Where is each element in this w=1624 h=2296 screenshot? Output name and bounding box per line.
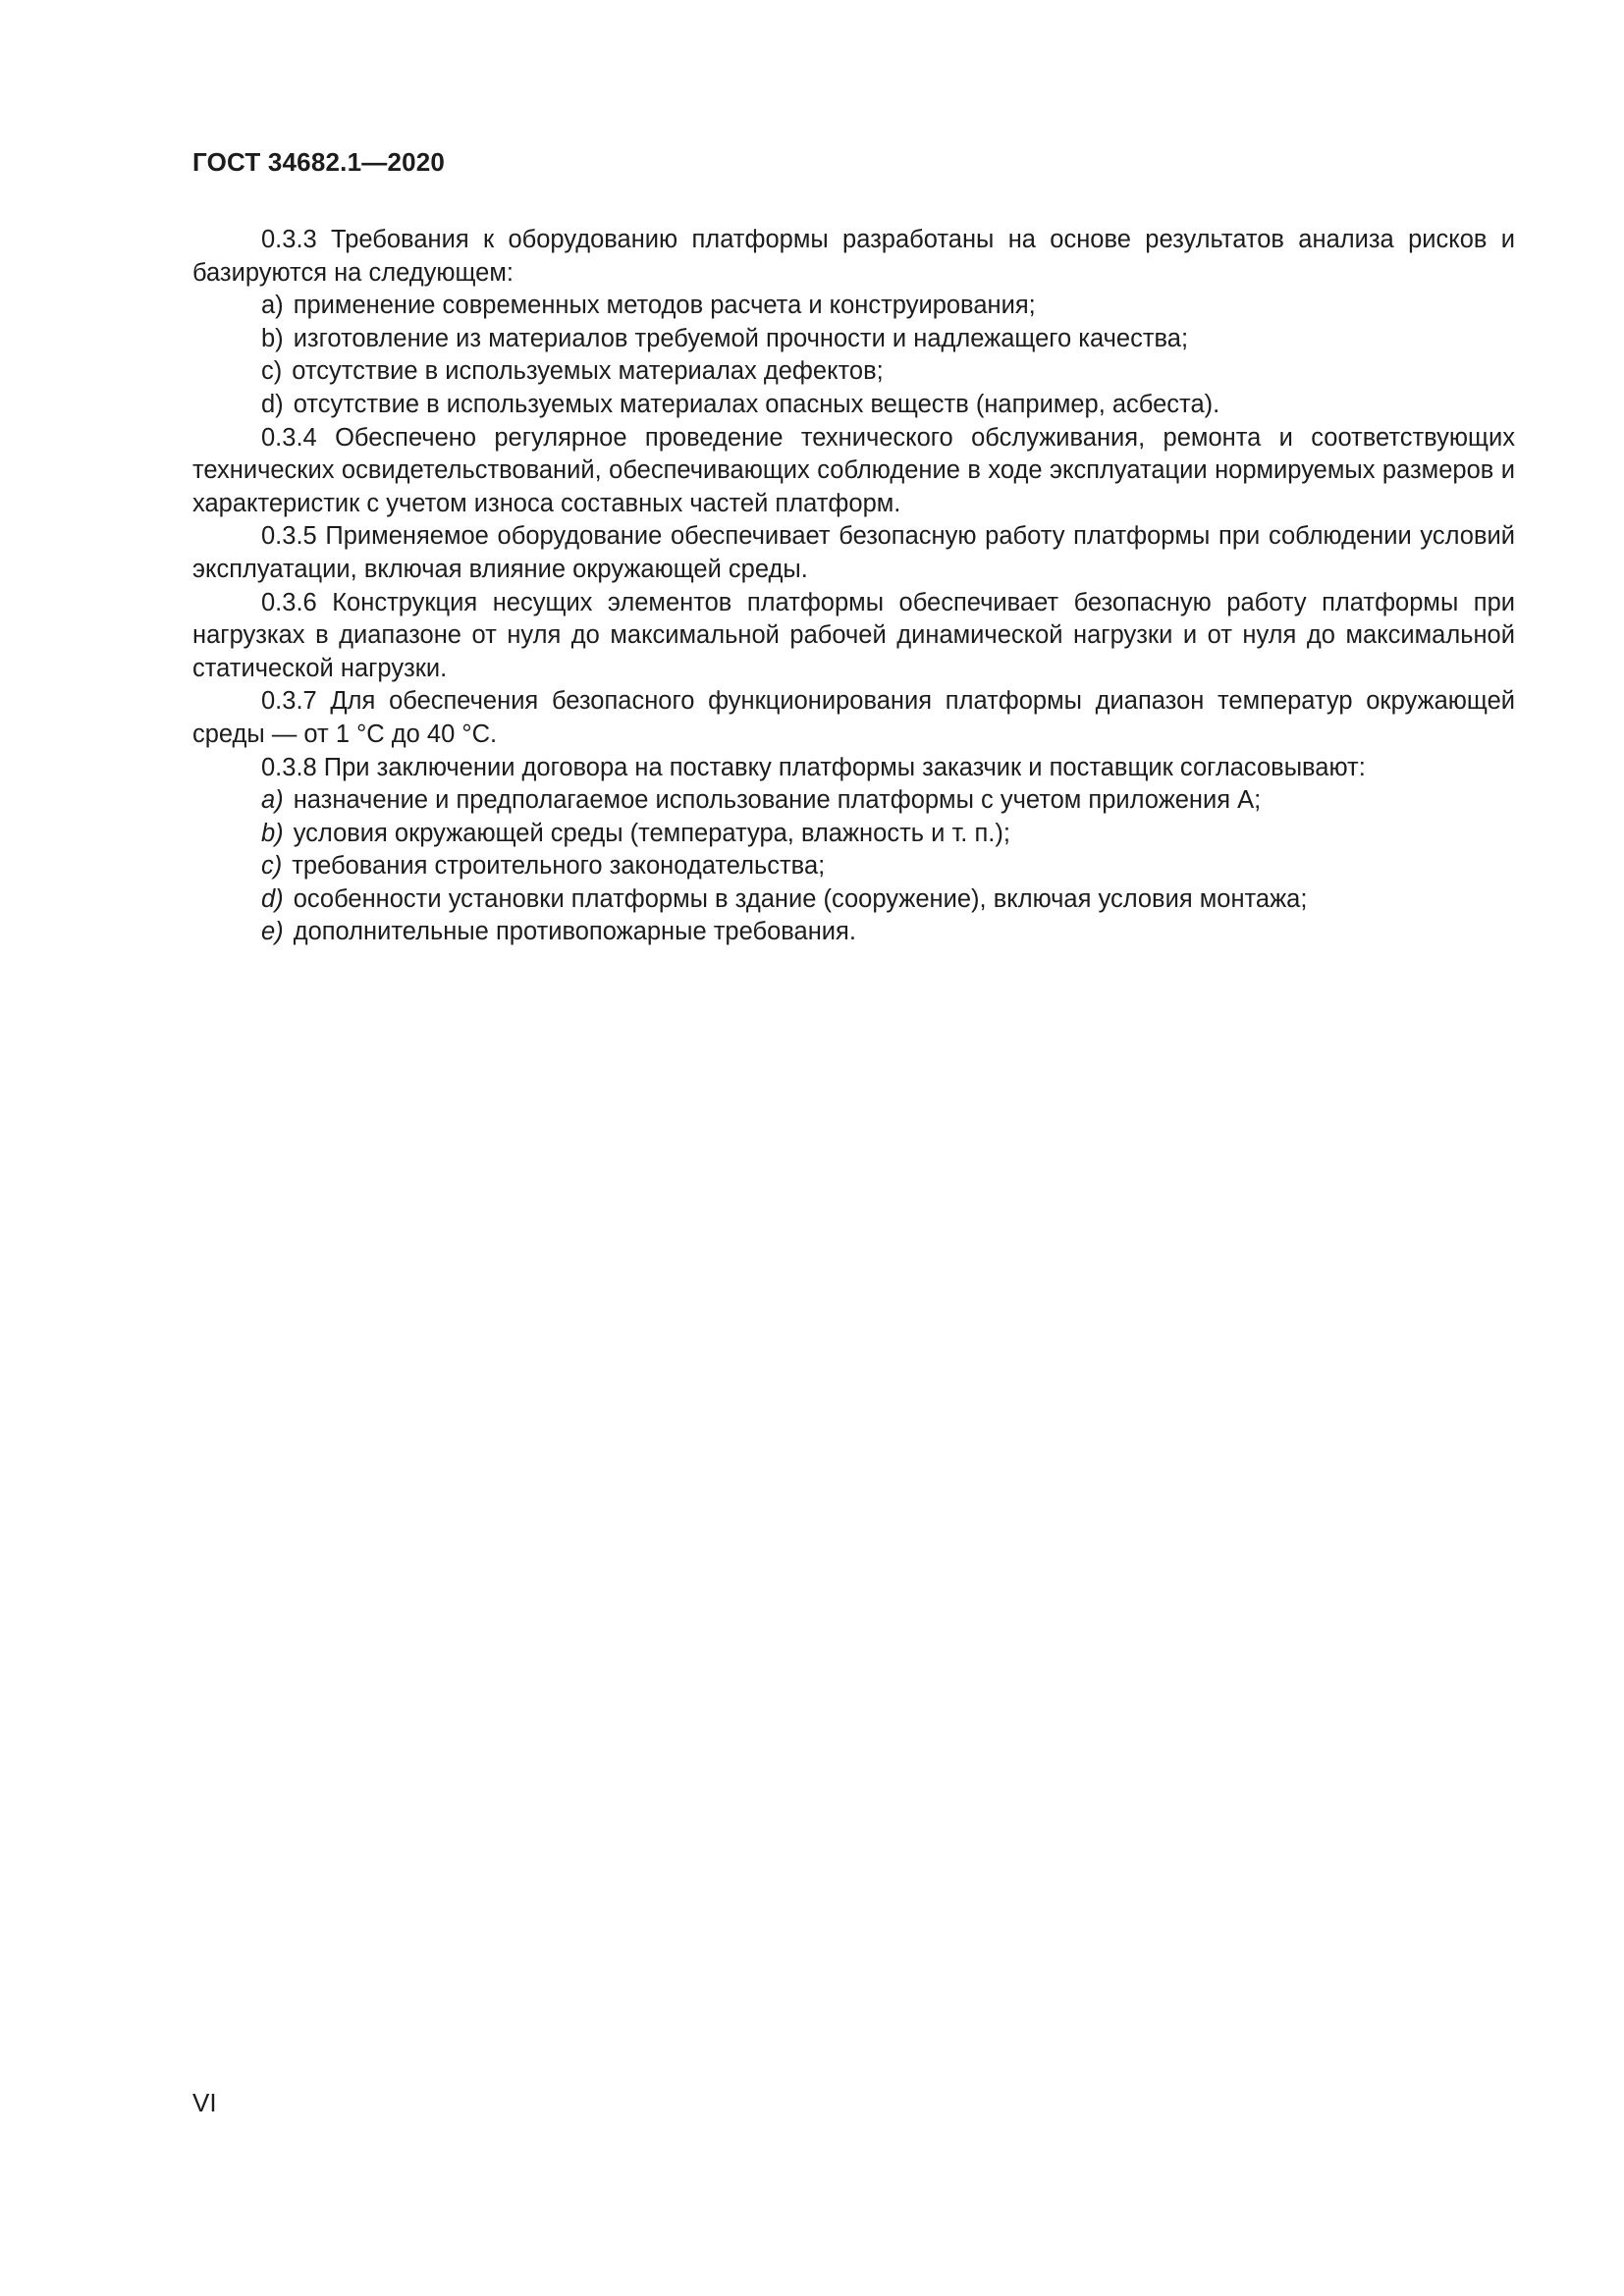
list-item-text: отсутствие в используемых материалах опасных веществ (например, асбеста).	[293, 390, 1220, 418]
list-marker: a)	[261, 292, 284, 320]
paragraph-0-3-7: 0.3.7 Для обеспечения безопасного функционирования платформы диапазон температур окружающей среды — от 1 °С до 40 °С.	[192, 687, 1515, 748]
list-item	[192, 323, 1515, 356]
list-item	[192, 784, 1515, 818]
list-item-text: изготовление из материалов требуемой прочности и надлежащего качества;	[293, 324, 1189, 352]
list-item-text: особенности установки платформы в здание (сооружение), включая условия монтажа;	[293, 884, 1308, 913]
list-marker: e)	[261, 918, 284, 946]
list-marker: a)	[261, 786, 284, 815]
list-item-text: отсутствие в используемых материалах дефектов;	[292, 357, 884, 386]
list-item-text: дополнительные противопожарные требования.	[293, 918, 856, 946]
list-item	[192, 290, 1515, 323]
list-marker: c)	[261, 357, 283, 386]
list-item	[192, 818, 1515, 851]
list-marker: c)	[261, 852, 283, 881]
list-item	[192, 916, 1515, 949]
list-item-text: требования строительного законодательства;	[292, 852, 826, 881]
paragraph-0-3-6: 0.3.6 Конструкция несущих элементов платформы обеспечивает безопасную работу платформы при нагрузках в диапазоне от нуля до максимальной рабочей динамической нагрузки и от нуля до максимальной статической нагрузки.	[192, 588, 1515, 682]
paragraph-0-3-4: 0.3.4 Обеспечено регулярное проведение технического обслуживания, ремонта и соответствующих технических освидетельствований, обеспечивающих соблюдение в ходе эксплуатации нормируемых размеров и характеристик с учетом износа составных частей платформ.	[192, 423, 1515, 517]
list-marker: d)	[261, 884, 284, 913]
list-item	[192, 355, 1515, 389]
list-item	[192, 389, 1515, 422]
list-item-text: назначение и предполагаемое использование платформы с учетом приложения А;	[293, 786, 1262, 815]
list-item-text: применение современных методов расчета и конструирования;	[293, 292, 1036, 320]
paragraph-0-3-8: 0.3.8 При заключении договора на поставку платформы заказчик и поставщик согласовывают:	[261, 753, 1366, 781]
list-marker: d)	[261, 390, 284, 418]
paragraph-0-3-5: 0.3.5 Применяемое оборудование обеспечивает безопасную работу платформы при соблюдении условий эксплуатации, включая влияние окружающей среды.	[192, 522, 1515, 583]
list-item	[192, 883, 1515, 917]
list-item-text: условия окружающей среды (температура, влажность и т. п.);	[293, 819, 1010, 847]
paragraph-0-3-3: 0.3.3 Требования к оборудованию платформы разработаны на основе результатов анализа рисков и базируются на следующем:	[192, 226, 1515, 287]
list-item	[192, 850, 1515, 883]
document-code-header: ГОСТ 34682.1—2020	[192, 147, 446, 177]
page-number: VI	[192, 2088, 217, 2117]
list-marker: b)	[261, 819, 284, 847]
list-marker: b)	[261, 324, 284, 352]
document-body	[192, 224, 1515, 949]
